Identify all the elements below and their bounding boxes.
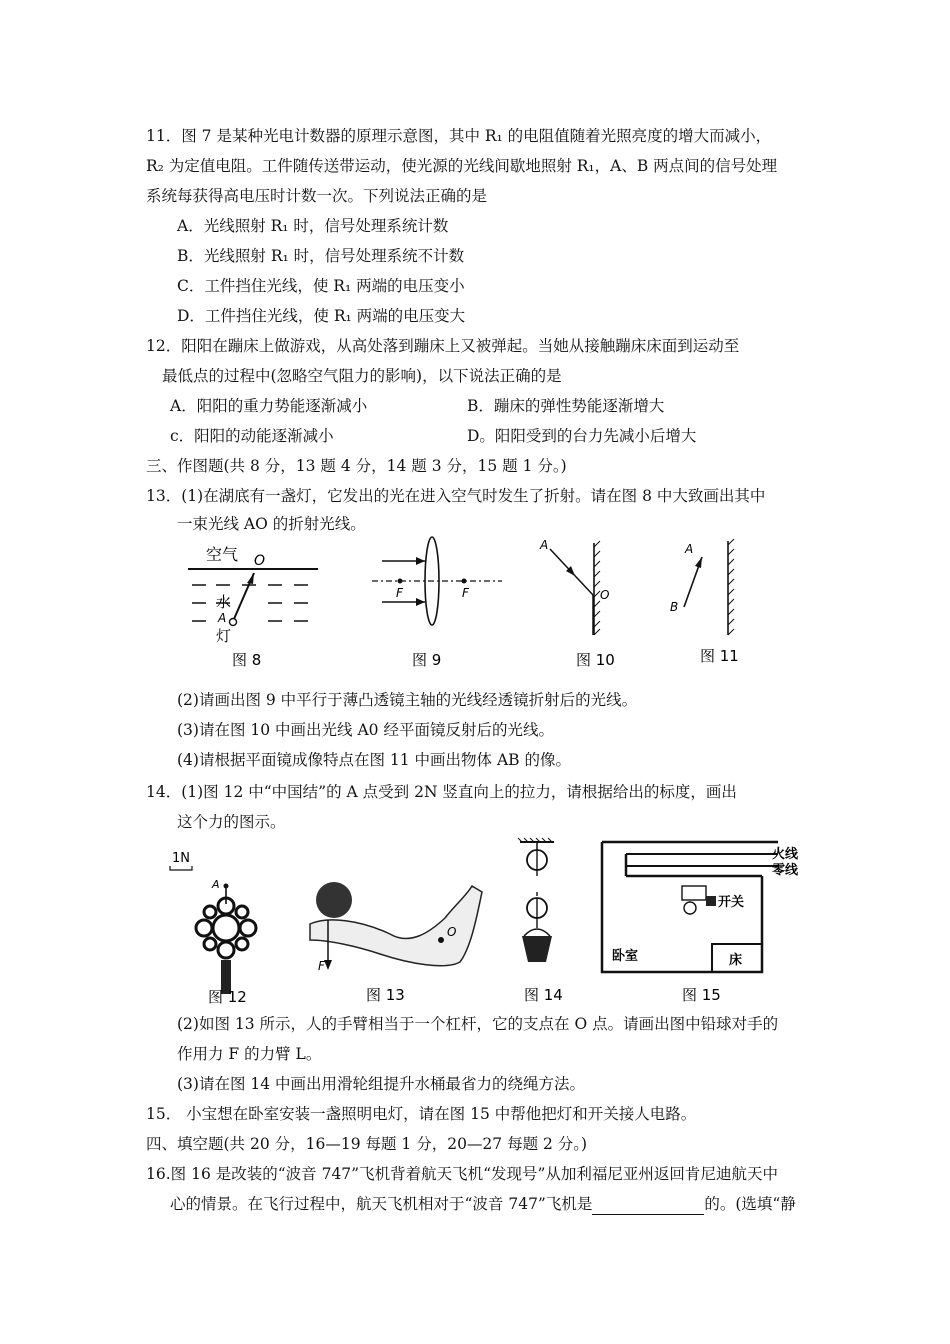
fig15-neutral-wire: 零线 [772,863,799,878]
fig13-force-label: F [318,959,325,973]
fig8-air-label: 空气 [206,545,239,564]
fig13-shot-ball [316,882,352,918]
fig13-caption: 图 13 [366,986,405,1004]
q12-line1: 12．阳阳在蹦床上做游戏，从高处落到蹦床上又被弹起。当她从接触蹦床床面到运动至 [146,337,740,355]
q14-line1: 14．(1)图 12 中“中国结”的 A 点受到 2N 竖直向上的拉力，请根据给出的标度，画出 [146,783,737,801]
figure-13 [310,882,482,1004]
q14-line2: 这个力的图示。 [177,813,286,831]
fig9-focus-right-dot [462,579,467,584]
fig8-ray-arrow [247,573,254,584]
fig15-switch-label: 开关 [718,895,745,910]
q11-option-c: C．工件挡住光线，使 R₁ 两端的电压变小 [177,277,465,295]
fig15-lamp-holder [682,886,706,900]
fig8-lamp-circle [230,619,237,626]
fig15-live-wire: 火线 [772,847,799,862]
fig15-bed-label: 床 [729,953,743,968]
fig8-lamp-label: 灯 [216,627,232,645]
q14-part3: (3)请在图 14 中画出用滑轮组提升水桶最省力的绕绳方法。 [177,1075,586,1093]
fig15-bedroom-label: 卧室 [612,949,639,964]
q16-line1: 16.图 16 是改装的“波音 747”飞机背着航天飞机“发现号”从加利福尼亚州返回肯尼迪航天中 [146,1165,778,1183]
q13-line2: 一束光线 AO 的折射光线。 [177,515,366,533]
fig9-ray-bottom-arrow [416,598,425,606]
fig14-caption: 图 14 [524,986,563,1004]
fig11-object-arrow [695,557,702,568]
fig11-point-a: A [685,542,694,556]
q11-line1: 11．图 7 是某种光电计数器的原理示意图，其中 R₁ 的电阻值随着光照亮度的增大而减小， [146,127,772,145]
q12-option-a: A．阳阳的重力势能逐渐减小 [170,397,368,415]
section3-heading: 三、作图题(共 8 分，13 题 4 分，14 题 3 分，15 题 1 分。) [146,457,567,475]
figure-8 [188,545,318,669]
figure-14 [518,838,563,1004]
q14-part2-line2: 作用力 F 的力臂 L。 [177,1045,322,1063]
fig9-focus-right: F [462,586,469,600]
q12-option-b: B．蹦床的弹性势能逐渐增大 [467,397,665,415]
fig9-focus-left: F [396,586,403,600]
fig13-force-arrow [324,960,332,970]
q13-part2: (2)请画出图 9 中平行于薄凸透镜主轴的光线经透镜折射后的光线。 [177,691,638,709]
q12-option-c: c．阳阳的动能逐渐减小 [170,427,334,445]
fig8-point-o: O [254,553,266,569]
fig9-caption: 图 9 [412,651,442,669]
fig12-point-a: A [212,878,220,891]
q16-line2-post: 的。(选填“静 [704,1195,796,1213]
q16-line2-pre: 心的情景。在飞行过程中，航天飞机相对于“波音 747”飞机是 [170,1195,593,1213]
q16-answer-blank[interactable] [592,1194,704,1215]
fig15-wires [626,854,778,866]
fig12-caption: 图 12 [208,988,247,1006]
q11-option-b: B．光线照射 R₁ 时，信号处理系统不计数 [177,247,465,265]
fig11-mirror-hatching [728,539,734,635]
fig9-focus-left-dot [398,579,403,584]
fig13-pivot-dot [438,937,444,943]
fig10-caption: 图 10 [576,651,615,669]
fig12-scale-label: 1N [172,851,190,866]
q11-option-a: A．光线照射 R₁ 时，信号处理系统计数 [177,217,449,235]
q12-option-d: D。阳阳受到的台力先减小后增大 [467,427,697,445]
fig10-point-o: O [600,588,610,602]
q13-part4: (4)请根据平面镜成像特点在图 11 中画出物体 AB 的像。 [177,751,571,769]
fig15-bulb [684,902,696,914]
fig11-caption: 图 11 [700,647,739,665]
fig9-ray-top-arrow [416,557,425,565]
q16-line2 [170,1194,796,1215]
q11-line3: 系统每获得高电压时计数一次。下列说法正确的是 [146,187,488,205]
fig8-water-label: 水 [216,593,232,611]
fig14-bucket-handle [524,929,550,936]
figure-12 [170,851,256,1006]
q11-line2: R₂ 为定值电阻。工件随传送带运动，使光源的光线间歇地照射 R₁，A、B 两点间的信号处理 [146,157,778,175]
q11-option-d: D．工件挡住光线，使 R₁ 两端的电压变大 [177,307,466,325]
figure-row-8-11 [172,535,762,670]
q12-line2: 最低点的过程中(忽略空气阻力的影响)，以下说法正确的是 [162,367,562,385]
q14-part2-line1: (2)如图 13 所示，人的手臂相当于一个杠杆，它的支点在 O 点。请画出图中铅球对手的 [177,1015,779,1033]
fig8-water-dashes [192,585,308,621]
fig10-point-a: A [540,538,549,552]
fig8-point-a: A [218,611,227,625]
figure-10 [539,538,615,669]
figure-row-12-15 [160,836,820,1008]
fig12-scale-bar [170,866,192,870]
q15-text: 15． 小宝想在卧室安装一盏照明电灯，请在图 15 中帮他把灯和开关接人电路。 [146,1105,697,1123]
figure-row-8-11-svg [172,535,762,670]
fig12-chinese-knot [196,898,256,958]
figure-row-12-15-svg [160,836,820,1008]
fig15-switch-box [706,896,716,906]
q13-line1: 13．(1)在湖底有一盏灯，它发出的光在进入空气时发生了折射。请在图 8 中大致画出其中 [146,487,766,505]
fig15-caption: 图 15 [682,986,721,1004]
section4-heading: 四、填空题(共 20 分，16—19 每题 1 分，20—27 每题 2 分。) [146,1135,588,1153]
fig8-caption: 图 8 [232,651,262,669]
figure-9 [372,537,502,669]
q13-part3: (3)请在图 10 中画出光线 A0 经平面镜反射后的光线。 [177,721,554,739]
fig13-point-o: O [447,925,457,939]
figure-11 [670,539,739,665]
figure-15 [602,842,799,1004]
fig14-water-bucket [522,936,552,962]
fig11-point-b: B [670,600,679,614]
